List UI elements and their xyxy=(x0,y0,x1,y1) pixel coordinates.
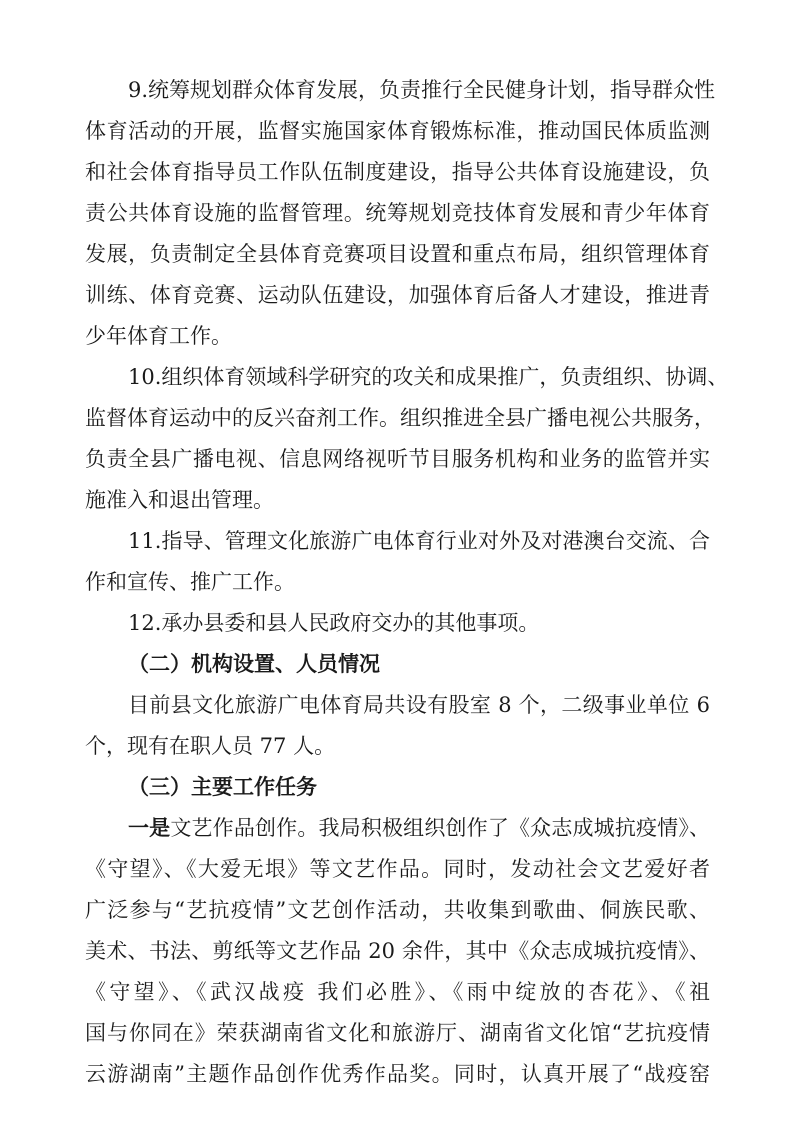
paragraph-line: 体育活动的开展，监督实施国家体育锻炼标准，推动国民体质监测 xyxy=(85,119,710,143)
paragraph-line: 责公共体育设施的监督管理。统筹规划竞技体育发展和青少年体育 xyxy=(85,201,710,225)
section-heading: （二）机构设置、人员情况 xyxy=(128,652,380,676)
paragraph-line: 11.指导、管理文化旅游广电体育行业对外及对港澳台交流、合 xyxy=(128,529,710,553)
paragraph-line: 美术、书法、剪纸等文艺作品 20 余件，其中《众志成城抗疫情》、 xyxy=(85,939,710,963)
paragraph-line: 12.承办县委和县人民政府交办的其他事项。 xyxy=(128,611,540,635)
paragraph-line: 训练、体育竞赛、运动队伍建设，加强体育后备人才建设，推进青 xyxy=(85,283,710,307)
paragraph-line: 和社会体育指导员工作队伍制度建设，指导公共体育设施建设，负 xyxy=(85,160,710,184)
paragraph-line: 云游湖南”主题作品创作优秀作品奖。同时，认真开展了“战疫窑 xyxy=(85,1062,710,1086)
lead-line-text: 文艺作品创作。我局积极组织创作了《众志成城抗疫情》、 xyxy=(170,816,711,840)
paragraph-line: 10.组织体育领域科学研究的攻关和成果推广，负责组织、协调、 xyxy=(128,365,729,389)
paragraph-line: 作和宣传、推广工作。 xyxy=(85,570,295,594)
paragraph-line: 监督体育运动中的反兴奋剂工作。组织推进全县广播电视公共服务， xyxy=(85,406,715,430)
paragraph-line: 目前县文化旅游广电体育局共设有股室 8 个，二级事业单位 6 xyxy=(128,693,710,717)
paragraph-line: 《守望》、《大爱无垠》等文艺作品。同时，发动社会文艺爱好者 xyxy=(85,857,710,881)
paragraph-line: 发展，负责制定全县体育竞赛项目设置和重点布局，组织管理体育 xyxy=(85,242,710,266)
paragraph-line: 《守望》、《武汉战疫 我们必胜》、《雨中绽放的杏花》、《祖 xyxy=(85,980,710,1004)
paragraph-line: 个，现有在职人员 77 人。 xyxy=(85,734,336,758)
paragraph-line: 负责全县广播电视、信息网络视听节目服务机构和业务的监管并实 xyxy=(85,447,710,471)
paragraph-line: 少年体育工作。 xyxy=(85,324,232,348)
paragraph-line: 国与你同在》荣获湖南省文化和旅游厅、湖南省文化馆“艺抗疫情 xyxy=(85,1021,710,1045)
paragraph-line: 广泛参与“艺抗疫情”文艺创作活动，共收集到歌曲、侗族民歌、 xyxy=(85,898,710,922)
paragraph-line: 9.统筹规划群众体育发展，负责推行全民健身计划，指导群众性 xyxy=(128,78,716,102)
lead-word: 一是 xyxy=(128,816,171,840)
section-heading: （三）主要工作任务 xyxy=(128,775,317,799)
paragraph-line: 施准入和退出管理。 xyxy=(85,488,274,512)
paragraph-line xyxy=(128,808,710,848)
